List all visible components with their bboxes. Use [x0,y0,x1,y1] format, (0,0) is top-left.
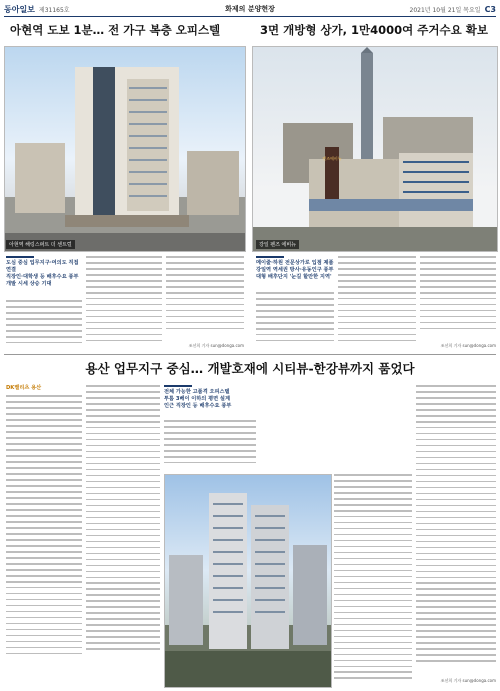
subhead-left-4: 개발 시세 상승 기대 [6,281,52,287]
subhead-bar [6,256,34,258]
subhead-left-3: 직장인·대학생 등 배후수요 풍부 [6,274,79,280]
photo-caption-right: 강일 펜즈 에비뉴 [256,240,299,249]
photo-caption-left: 아현역 해링스퍼트 더 센트럴 [6,240,75,249]
body-right-col1 [256,292,334,350]
building-rendering-bottom [165,475,331,687]
building-rendering-left [5,47,245,251]
body-left-col1 [6,300,82,350]
headline-left: 아현역 도보 1분… 전 가구 복층 오피스텔 [10,23,221,37]
page-header [4,2,496,17]
body-left-col3 [166,256,244,342]
subhead-bar [256,256,284,258]
sign-text: 펜즈에비뉴 [322,156,342,161]
body-bottom-col2 [86,385,160,685]
body-bottom-col1 [6,385,82,685]
publication-date: 2021년 10월 21일 목요일 [409,6,481,14]
section-title: 화제의 분양현장 [225,5,275,13]
subheads-left [6,256,82,288]
photo-right [252,46,498,252]
subheads-right [256,256,334,281]
body-left-col2 [86,256,162,350]
subhead-bottom-2: 투룸 3베이 이하의 평면 설계 [164,396,230,402]
headline-bottom: 용산 업무지구 중심… 개발호재에 시티뷰-한강뷰까지 품었다 [85,361,415,376]
photo-bottom [164,474,332,688]
subhead-bar [164,385,192,387]
body-right-col2 [338,256,416,350]
subheads-bottom [164,385,256,410]
byline-right: 조선희 기자 sun@donga.com [440,343,496,348]
photo-caption-bottom: DK밸리츠 용산 [6,385,42,391]
building-rendering-right [253,47,497,251]
photo-left [4,46,246,252]
body-bottom-col3 [164,420,256,470]
body-bottom-col5 [416,385,496,675]
issue-number: 제31165호 [38,6,70,14]
subhead-right-2: 강일역 역세권 방사·유동인구 풍부 [256,267,334,273]
headline-right: 3면 개방형 상가, 1만4000여 주거수요 확보 [260,23,488,37]
byline-bottom: 조선희 기자 sun@donga.com [440,678,496,683]
section-divider [4,354,496,355]
subhead-right-1: 메이줄·하원 전문상가로 입점 제품 [256,260,334,266]
subhead-bottom-1: 전체 가능한 고품격 오피스텔 [164,389,230,395]
body-right-col3 [420,256,496,342]
byline-left: 조선희 기자 sun@donga.com [188,343,244,348]
subhead-left-2: 연결 [6,267,17,273]
subhead-right-3: 대형 배후단지 '눈길 할만한 지역' [256,274,332,280]
subhead-bottom-3: 인근 직장인 등 배후수요 풍부 [164,403,232,409]
page-number: C3 [484,4,496,14]
newspaper-logo: 동아일보 [4,3,35,14]
body-bottom-col4 [334,474,412,686]
subhead-left-1: 도심 중심 업무지구·여의도 직접 [6,260,79,266]
